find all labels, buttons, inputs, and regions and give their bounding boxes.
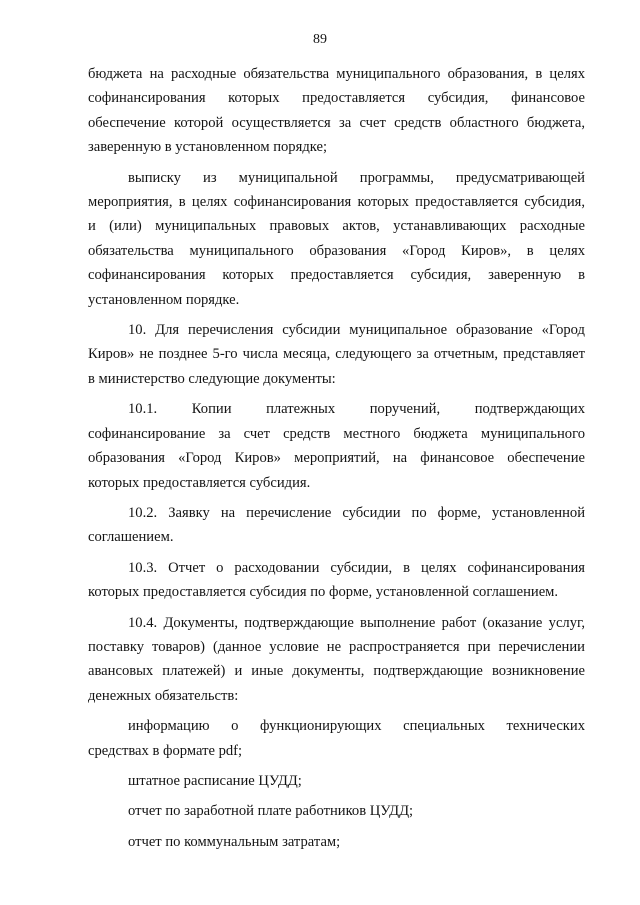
text-line: соглашением.	[88, 529, 174, 546]
text-line: софинансирования которых предоставляется субсидия, заверенную в	[88, 267, 585, 284]
text-line: средствах в формате pdf;	[88, 742, 243, 759]
text-line: штатное расписание ЦУДД;	[128, 772, 302, 789]
paragraph-item-10-4	[88, 611, 585, 709]
document-body	[88, 62, 585, 854]
text-line: 10.1. Копии платежных поручений, подтверждающих	[128, 401, 585, 418]
paragraph-1	[88, 62, 585, 160]
page-number: 89	[313, 32, 327, 47]
paragraph-item-10-3	[88, 556, 585, 605]
text-line: образования «Город Киров» мероприятий, на финансовое обеспечение	[88, 450, 585, 467]
text-line: и (или) муниципальных правовых актов, устанавливающих расходные	[88, 218, 585, 235]
text-line: которых предоставляется субсидия по форме, установленной соглашением.	[88, 584, 559, 601]
text-line: софинансирования которых предоставляется субсидия, финансовое	[88, 90, 585, 107]
paragraph-item-10	[88, 318, 585, 391]
paragraph-list-item	[88, 714, 585, 763]
paragraph-item-10-2	[88, 501, 585, 550]
text-line: мероприятия, в целях софинансирования которых предоставляется субсидия,	[88, 194, 585, 211]
text-line: информацию о функционирующих специальных технических	[128, 718, 585, 735]
text-line: заверенную в установленном порядке;	[88, 139, 328, 156]
text-line: Киров» не позднее 5-го числа месяца, следующего за отчетным, представляет	[88, 346, 585, 363]
text-line: отчет по заработной плате работников ЦУДД;	[128, 803, 414, 820]
text-line: установленном порядке.	[88, 291, 240, 308]
text-line: авансовых платежей) и иные документы, подтверждающие возникновение	[88, 663, 585, 680]
text-line: поставку товаров) (данное условие не распространяется при перечислении	[88, 638, 585, 655]
text-line: 10.3. Отчет о расходовании субсидии, в целях софинансирования	[128, 559, 585, 576]
text-line: в министерство следующие документы:	[88, 370, 336, 387]
text-line: бюджета на расходные обязательства муниципального образования, в целях	[88, 66, 585, 82]
text-line: обеспечение которой осуществляется за счет средств областного бюджета,	[88, 114, 585, 131]
paragraph-list-item	[88, 830, 585, 854]
text-line: 10. Для перечисления субсидии муниципальное образование «Город	[128, 322, 585, 339]
paragraph-2	[88, 166, 585, 312]
text-line: 10.2. Заявку на перечисление субсидии по форме, установленной	[128, 504, 585, 521]
paragraph-item-10-1	[88, 397, 585, 495]
text-line: софинансирование за счет средств местного бюджета муниципального	[88, 425, 585, 442]
text-line: выписку из муниципальной программы, предусматривающей	[128, 169, 585, 186]
text-line: 10.4. Документы, подтверждающие выполнение работ (оказание услуг,	[128, 614, 585, 631]
paragraph-list-item	[88, 769, 585, 793]
text-line: денежных обязательств:	[88, 687, 239, 704]
text-line: отчет по коммунальным затратам;	[128, 833, 341, 850]
text-line: которых предоставляется субсидия.	[88, 474, 311, 491]
paragraph-list-item	[88, 799, 585, 823]
text-line: обязательства муниципального образования «Город Киров», в целях	[88, 242, 585, 259]
